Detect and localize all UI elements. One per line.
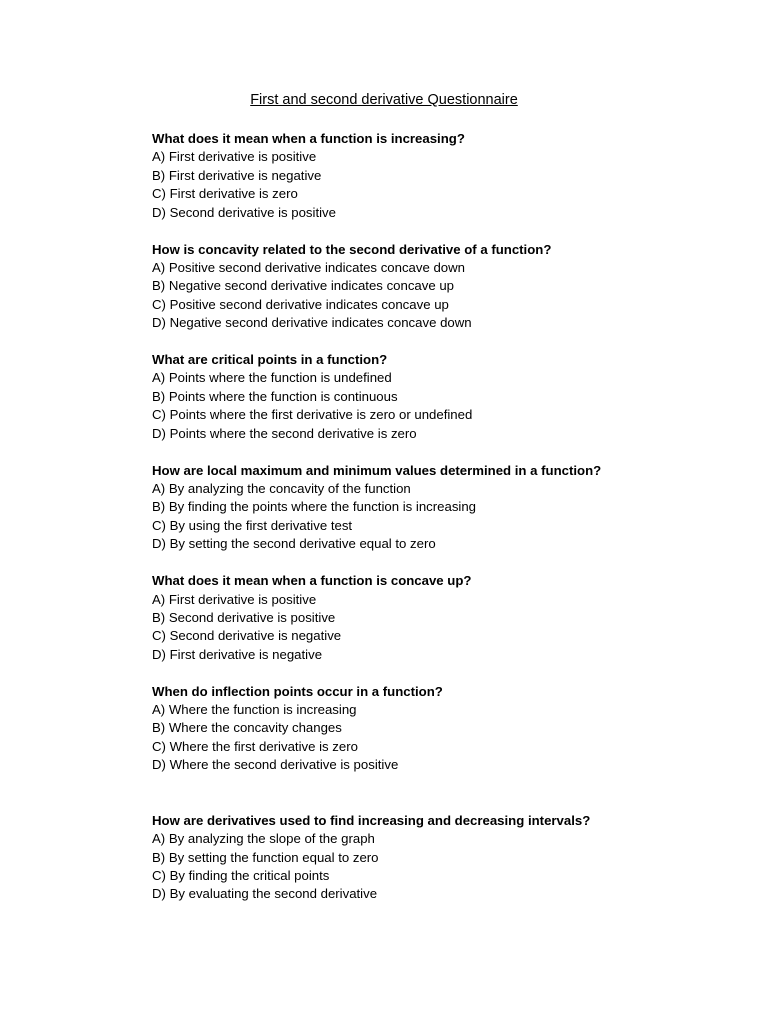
question-block-3	[152, 351, 752, 443]
answer-option-c: C) First derivative is zero	[152, 186, 298, 202]
answer-option-c: C) Second derivative is negative	[152, 628, 342, 644]
question-text: How are derivatives used to find increasing and decreasing intervals?	[152, 812, 591, 828]
answer-option-a: A) Where the function is increasing	[152, 702, 357, 718]
question-text: What does it mean when a function is increasing?	[152, 131, 465, 146]
answer-option-d: D) By setting the second derivative equal to zero	[152, 536, 436, 552]
answer-option-c: C) By finding the critical points	[152, 867, 330, 883]
question-list	[152, 130, 752, 922]
question-block-1	[152, 130, 752, 222]
answer-option-d: D) Points where the second derivative is zero	[152, 425, 417, 441]
answer-option-d: D) By evaluating the second derivative	[152, 886, 378, 902]
answer-option-c: C) Positive second derivative indicates concave up	[152, 296, 449, 312]
question-block-6	[152, 683, 752, 775]
question-block-7	[152, 812, 752, 904]
answer-option-d: D) Negative second derivative indicates concave down	[152, 315, 472, 331]
answer-option-b: B) Where the concavity changes	[152, 720, 342, 736]
answer-option-c: C) Points where the first derivative is zero or undefined	[152, 407, 473, 423]
answer-option-a: A) By analyzing the concavity of the function	[152, 481, 411, 496]
answer-option-c: C) By using the first derivative test	[152, 517, 353, 533]
answer-option-b: B) Points where the function is continuous	[152, 388, 398, 404]
answer-option-a: A) First derivative is positive	[152, 591, 317, 607]
answer-option-a: A) Points where the function is undefined	[152, 370, 392, 386]
answer-option-a: A) First derivative is positive	[152, 149, 317, 165]
question-text: How is concavity related to the second derivative of a function?	[152, 241, 552, 257]
answer-option-a: A) Positive second derivative indicates concave down	[152, 259, 466, 275]
answer-option-a: A) By analyzing the slope of the graph	[152, 831, 375, 847]
answer-option-b: B) By setting the function equal to zero	[152, 849, 379, 865]
answer-option-d: D) Where the second derivative is positive	[152, 757, 399, 773]
question-block-4	[152, 462, 752, 554]
answer-option-b: B) By finding the points where the function is increasing	[152, 499, 477, 515]
answer-option-c: C) Where the first derivative is zero	[152, 738, 358, 754]
answer-option-b: B) Negative second derivative indicates concave up	[152, 278, 455, 294]
answer-option-b: B) First derivative is negative	[152, 167, 322, 183]
answer-option-b: B) Second derivative is positive	[152, 609, 336, 625]
question-text: When do inflection points occur in a function?	[152, 683, 443, 699]
question-block-2	[152, 241, 752, 333]
question-block-5	[152, 572, 752, 664]
question-text: What are critical points in a function?	[152, 352, 388, 368]
question-text: What does it mean when a function is concave up?	[152, 573, 472, 589]
answer-option-d: D) Second derivative is positive	[152, 204, 336, 220]
answer-option-d: D) First derivative is negative	[152, 646, 323, 662]
page-title: First and second derivative Questionnaire	[250, 92, 518, 108]
question-text: How are local maximum and minimum values determined in a function?	[152, 462, 602, 478]
